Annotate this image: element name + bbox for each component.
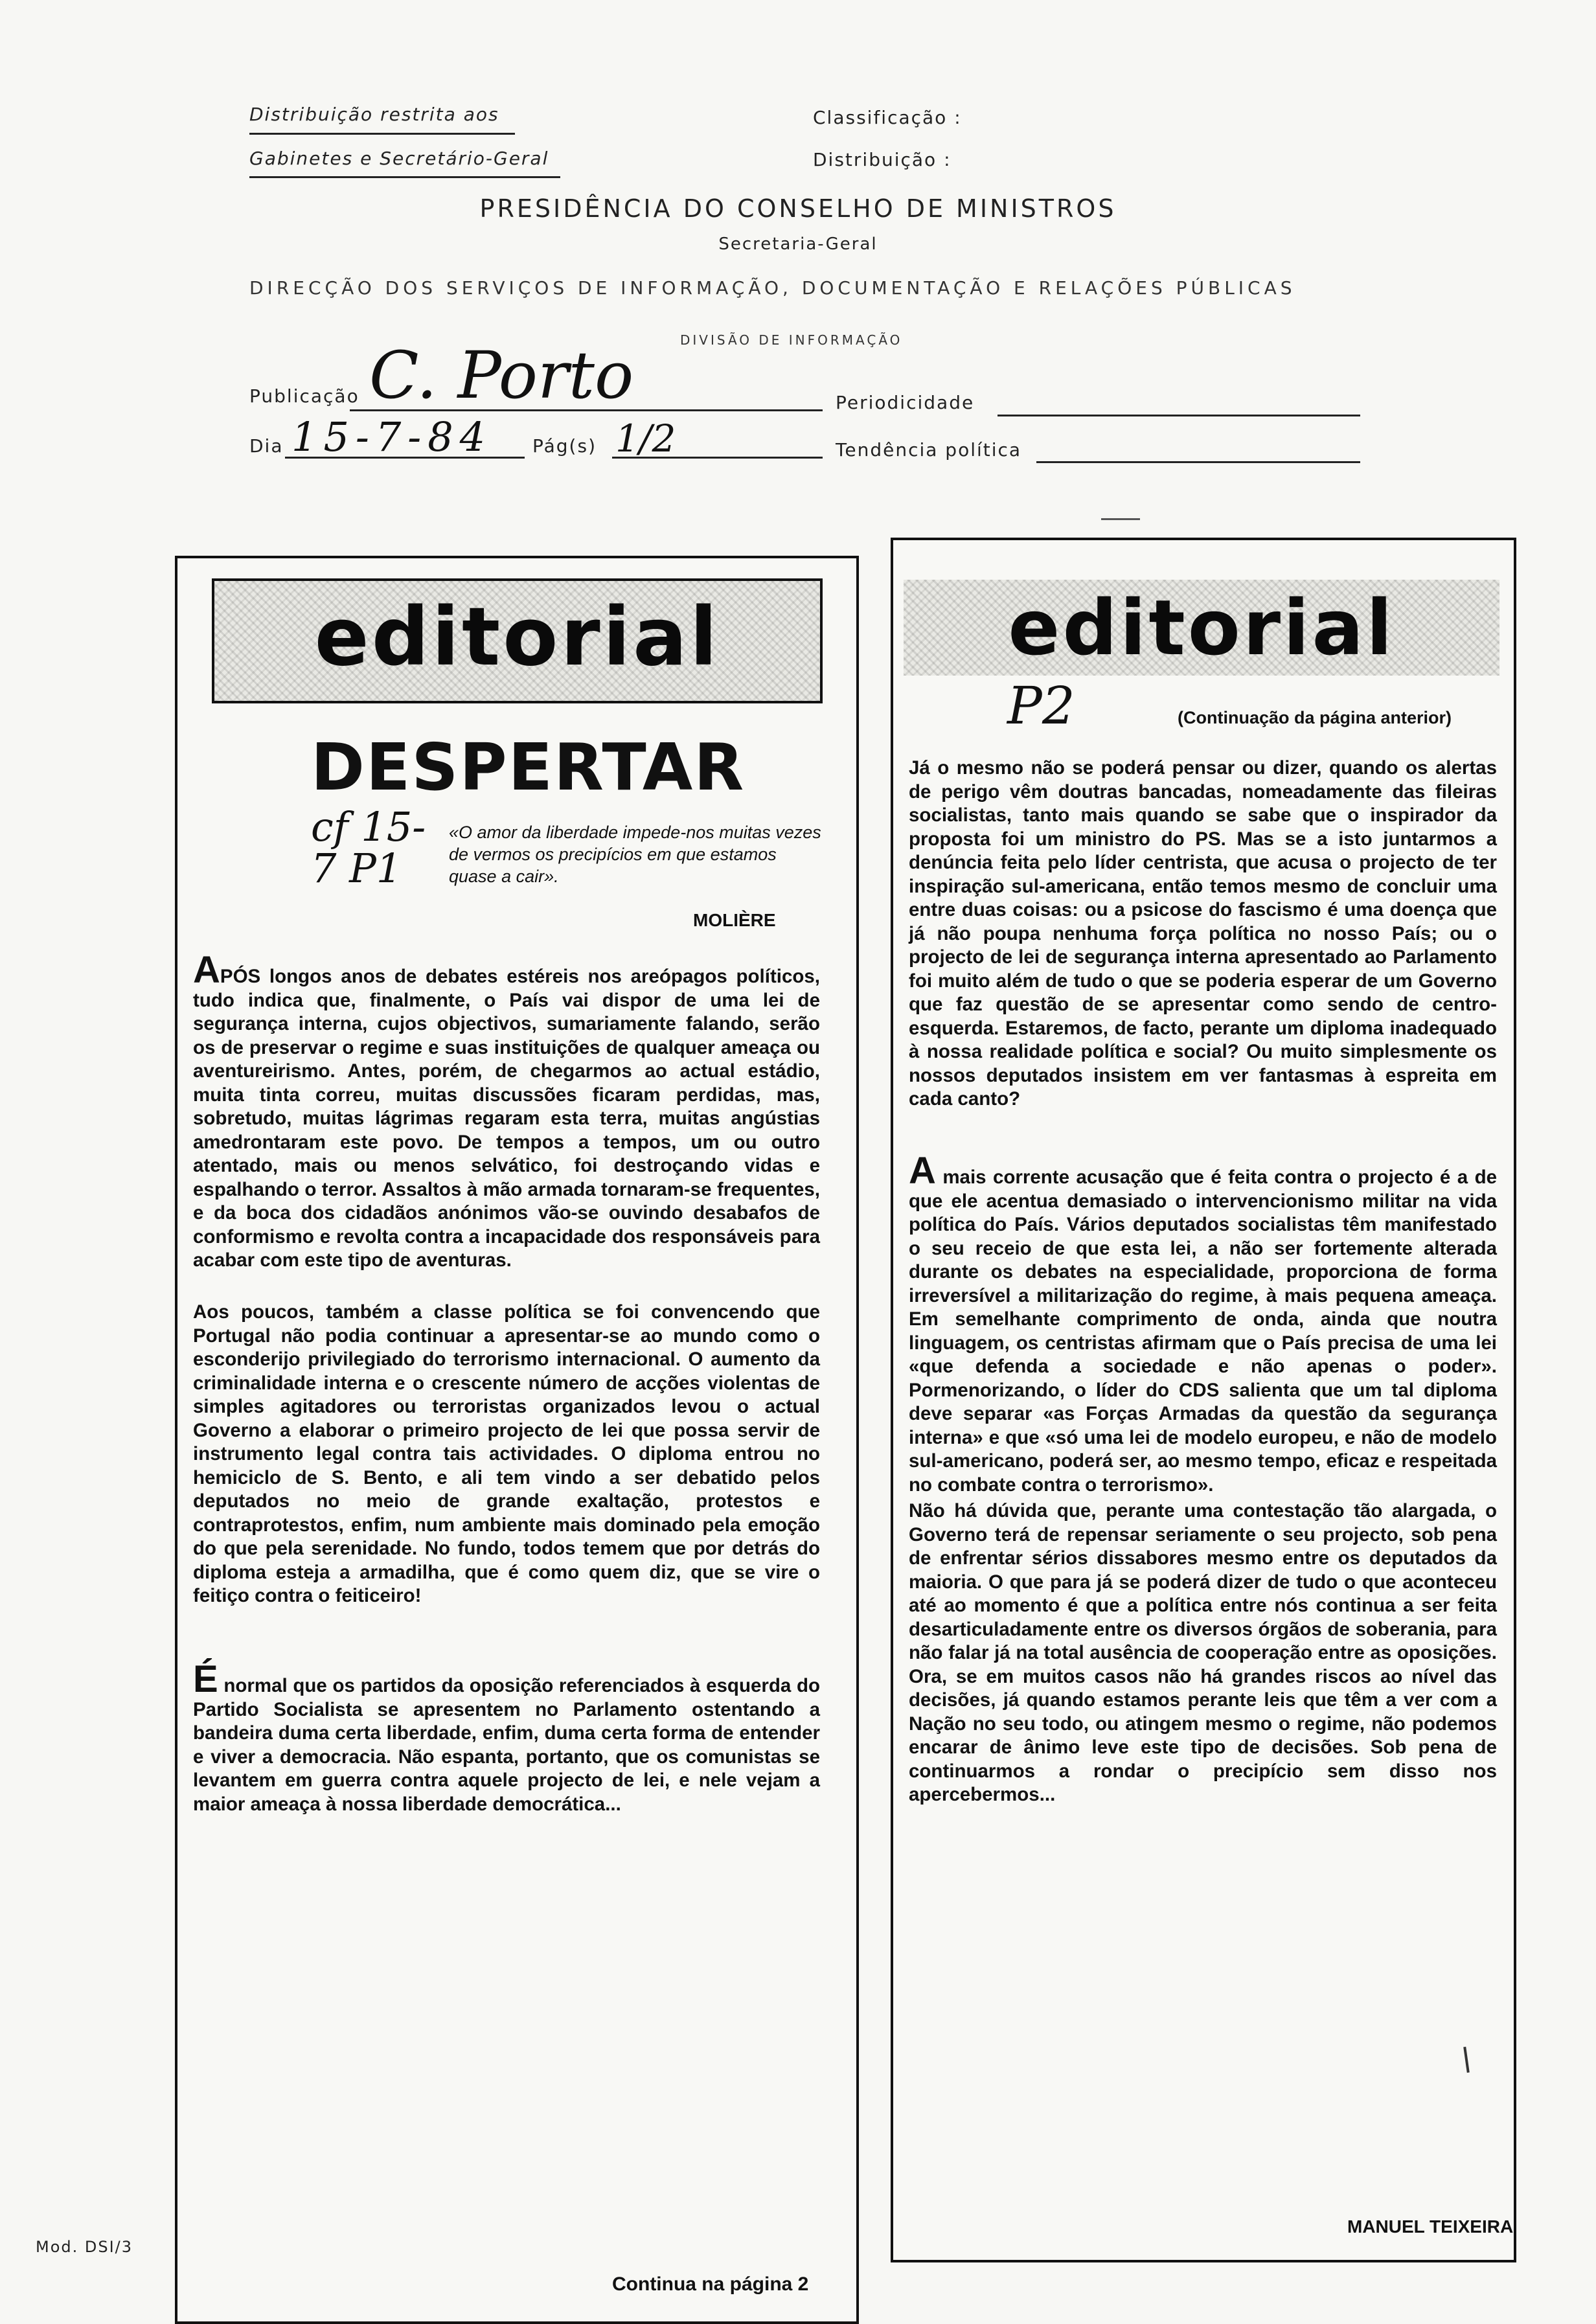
pages-label: Pág(s) (532, 435, 597, 457)
distribution-line-1: Distribuição restrita aos (249, 104, 499, 125)
secretariat: Secretaria-Geral (718, 234, 878, 254)
left-paragraph-1-text: PÓS longos anos de debates estéreis nos areópagos políticos, tudo indica que, finalmente, o País vai dispor de uma lei de segurança interna, cujos objectivos, sumariamente falando, serão os de preservar o regime e suas instituições de qualquer ameaça ou aventureirismo. Antes, porém, de chegarmos ao actual estádio, muita tinta correu, muitas discussões ficaram perdidas, mas, sobretudo, muitas lágrimas regaram esta terra, muitas angústias amedrontaram este povo. De tempos a tempos, um ou outro atentado, mais ou menos selvático, foi destroçando vidas e espalhando o terror. Assaltos à mão armada tornaram-se frequentes, e da boca dos cidadãos anónimos vão-se ouvindo desabafos de conformismo e revolta contra a incapacidade dos responsáveis para acabar com este tipo de aventuras. (193, 966, 820, 1271)
periodicity-line (998, 415, 1360, 416)
margin-handwritten-note: cf 15-7 P1 (311, 803, 426, 892)
left-dropcap-3: É (193, 1658, 218, 1700)
left-dropcap-1: A (193, 949, 220, 991)
tendency-label: Tendência política (836, 439, 1022, 461)
left-banner-word: editorial (314, 591, 720, 684)
left-paragraph-3-text: normal que os partidos da oposição referenciados à esquerda do Partido Socialista se apresentem no Parlamento ostentando a bandeira duma certa liberdade, enfim, duma certa forma de entender e viver a democracia. Não espanta, portanto, que os comunistas se levantem em guerra contra aquele projecto de lei, e nele vejam a maior ameaça à nossa liberdade democrática... (193, 1675, 820, 1815)
epigraph: «O amor da liberdade impede-nos muitas vezes de vermos os precipícios em que estamos quase a cair». (449, 823, 821, 886)
pages-value: 1/2 (615, 416, 676, 461)
author-signature: MANUEL TEIXEIRA (1347, 2216, 1514, 2237)
distribution-label: Distribuição : (813, 149, 952, 170)
left-paragraph-2 (193, 1301, 820, 1608)
division: DIVISÃO DE INFORMAÇÃO (680, 332, 903, 348)
day-label: Dia (249, 435, 284, 457)
right-paragraph-1 (909, 757, 1497, 1111)
publication-value: C. Porto (369, 337, 634, 413)
right-paragraph-2-text: mais corrente acusação que é feita contra o projecto é a de que ele acentua demasiado o intervencionismo militar na vida política do País. Vários deputados socialistas têm manifestado o seu receio de que esta lei, a não ser fortemente alterada durante os debates na especialidade, proporciona de forma irreversível a militarização do regime, à mais pequena ameaça. Em semelhante comprimento de onda, ainda que noutra linguagem, os centristas afirmam que o País precisa de uma lei «que defenda a sociedade e não apenas o poder». Pormenorizando, o líder do CDS salienta que um tal diploma deve separar «as Forças Armadas da questão da segurança interna» e que «só uma lei de modelo europeu, e não de modelo sul-americano, poderá ser, ao mesmo tempo, eficaz e respeitada no combate contra o terrorismo». (909, 1167, 1497, 1496)
continuation-note: (Continuação da página anterior) (1178, 708, 1452, 727)
right-editorial-banner (904, 580, 1499, 676)
day-value: 15-7-84 (291, 413, 492, 461)
institution-title: PRESIDÊNCIA DO CONSELHO DE MINISTROS (479, 194, 1117, 223)
right-paragraph-3 (909, 1499, 1497, 1807)
right-dropcap-2: A (909, 1150, 936, 1192)
left-paragraph-2-text: Aos poucos, também a classe política se foi convencendo que Portugal não podia continuar a apresentar-se ao mundo como o esconderijo privilegiado do terrorismo internacional. O aumento da criminalidade interna e o crescente número de acções violentas de simples agitadores ou terroristas organizados levou o actual Governo a elaborar o primeiro projecto de lei que possa servir de instrumento legal contra tais actividades. O diploma entrou no hemiciclo de S. Bento, e ali tem vindo a ser debatido pelos deputados no meio de grande exaltação, protestos e contraprotestos, enfim, num ambiente mais dominado pela emoção do que pela serenidade. No fundo, todos temem que por detrás do diploma esteja a armadilha, que é como quem diz, que se vire o feitiço contra o feiticeiro! (193, 1301, 820, 1606)
left-paragraph-3 (193, 1658, 820, 1816)
right-paragraph-1-text: Já o mesmo não se poderá pensar ou dizer, quando os alertas de perigo vêm doutras bancadas, nomeadamente das fileiras socialistas, tanto mais quando se sabe que o inspirador da proposta foi um ministro do PS. Mas se a isto juntarmos a denúncia feita pelo líder centrista, que acusa o projecto de ter inspiração sul-americana, então temos mesmo de concluir uma entre duas coisas: ou a psicose do fascismo é uma doença que já não poupa nenhuma força política no nosso País; ou o projecto de lei de segurança interna apresentado ao Parlamento foi muito além de tudo o que se poderia esperar de um Governo que faz questão de se apresentar como sendo de centro-esquerda. Estaremos, de facto, perante um diploma inadequado à nossa realidade política e social? Ou muito simplesmente os nossos deputados insistem em ver fantasmas à espreita em cada canto? (909, 757, 1497, 1110)
directorate: DIRECÇÃO DOS SERVIÇOS DE INFORMAÇÃO, DOCUMENTAÇÃO E RELAÇÕES PÚBLICAS (249, 277, 1296, 299)
right-banner-word: editorial (1008, 583, 1395, 672)
continues-note: Continua na página 2 (612, 2273, 809, 2295)
periodicity-label: Periodicidade (836, 392, 975, 413)
tendency-line (1036, 461, 1360, 463)
scan-dash (1101, 518, 1140, 520)
article-title: DESPERTAR (311, 729, 746, 805)
distribution-line-2: Gabinetes e Secretário-Geral (249, 148, 549, 169)
publication-label: Publicação (249, 385, 359, 407)
left-paragraph-1 (193, 949, 820, 1273)
right-page-note: P2 (1007, 676, 1075, 736)
form-code: Mod. DSI/3 (36, 2238, 133, 2256)
epigraph-author: MOLIÈRE (693, 910, 776, 930)
right-paragraph-3-text: Não há dúvida que, perante uma contestação tão alargada, o Governo terá de repensar seriamente o seu projecto, sob pena de enfrentar sérios dissabores mesmo entre os deputados da maioria. O que para já se poderá dizer de tudo o que aconteceu até ao momento é que a política entre nós continua a ser feita desarticuladamente entre os diversos órgãos de soberania, para não falar já na total ausência de cooperação entre as oposições. Ora, se em muitos casos não há grandes riscos ao nível das decisões, já quando estamos perante leis que têm a ver com a Nação no seu todo, ou atingem mesmo o regime, não podemos encarar de ânimo leve este tipo de decisões. Sob pena de continuarmos a rondar o precipício sem disso nos apercebermos... (909, 1500, 1497, 1805)
distribution-underline-2 (249, 176, 560, 178)
left-editorial-banner (212, 578, 823, 703)
distribution-underline-1 (249, 133, 515, 135)
classification-label: Classificação : (813, 107, 962, 128)
right-paragraph-2 (909, 1150, 1497, 1497)
